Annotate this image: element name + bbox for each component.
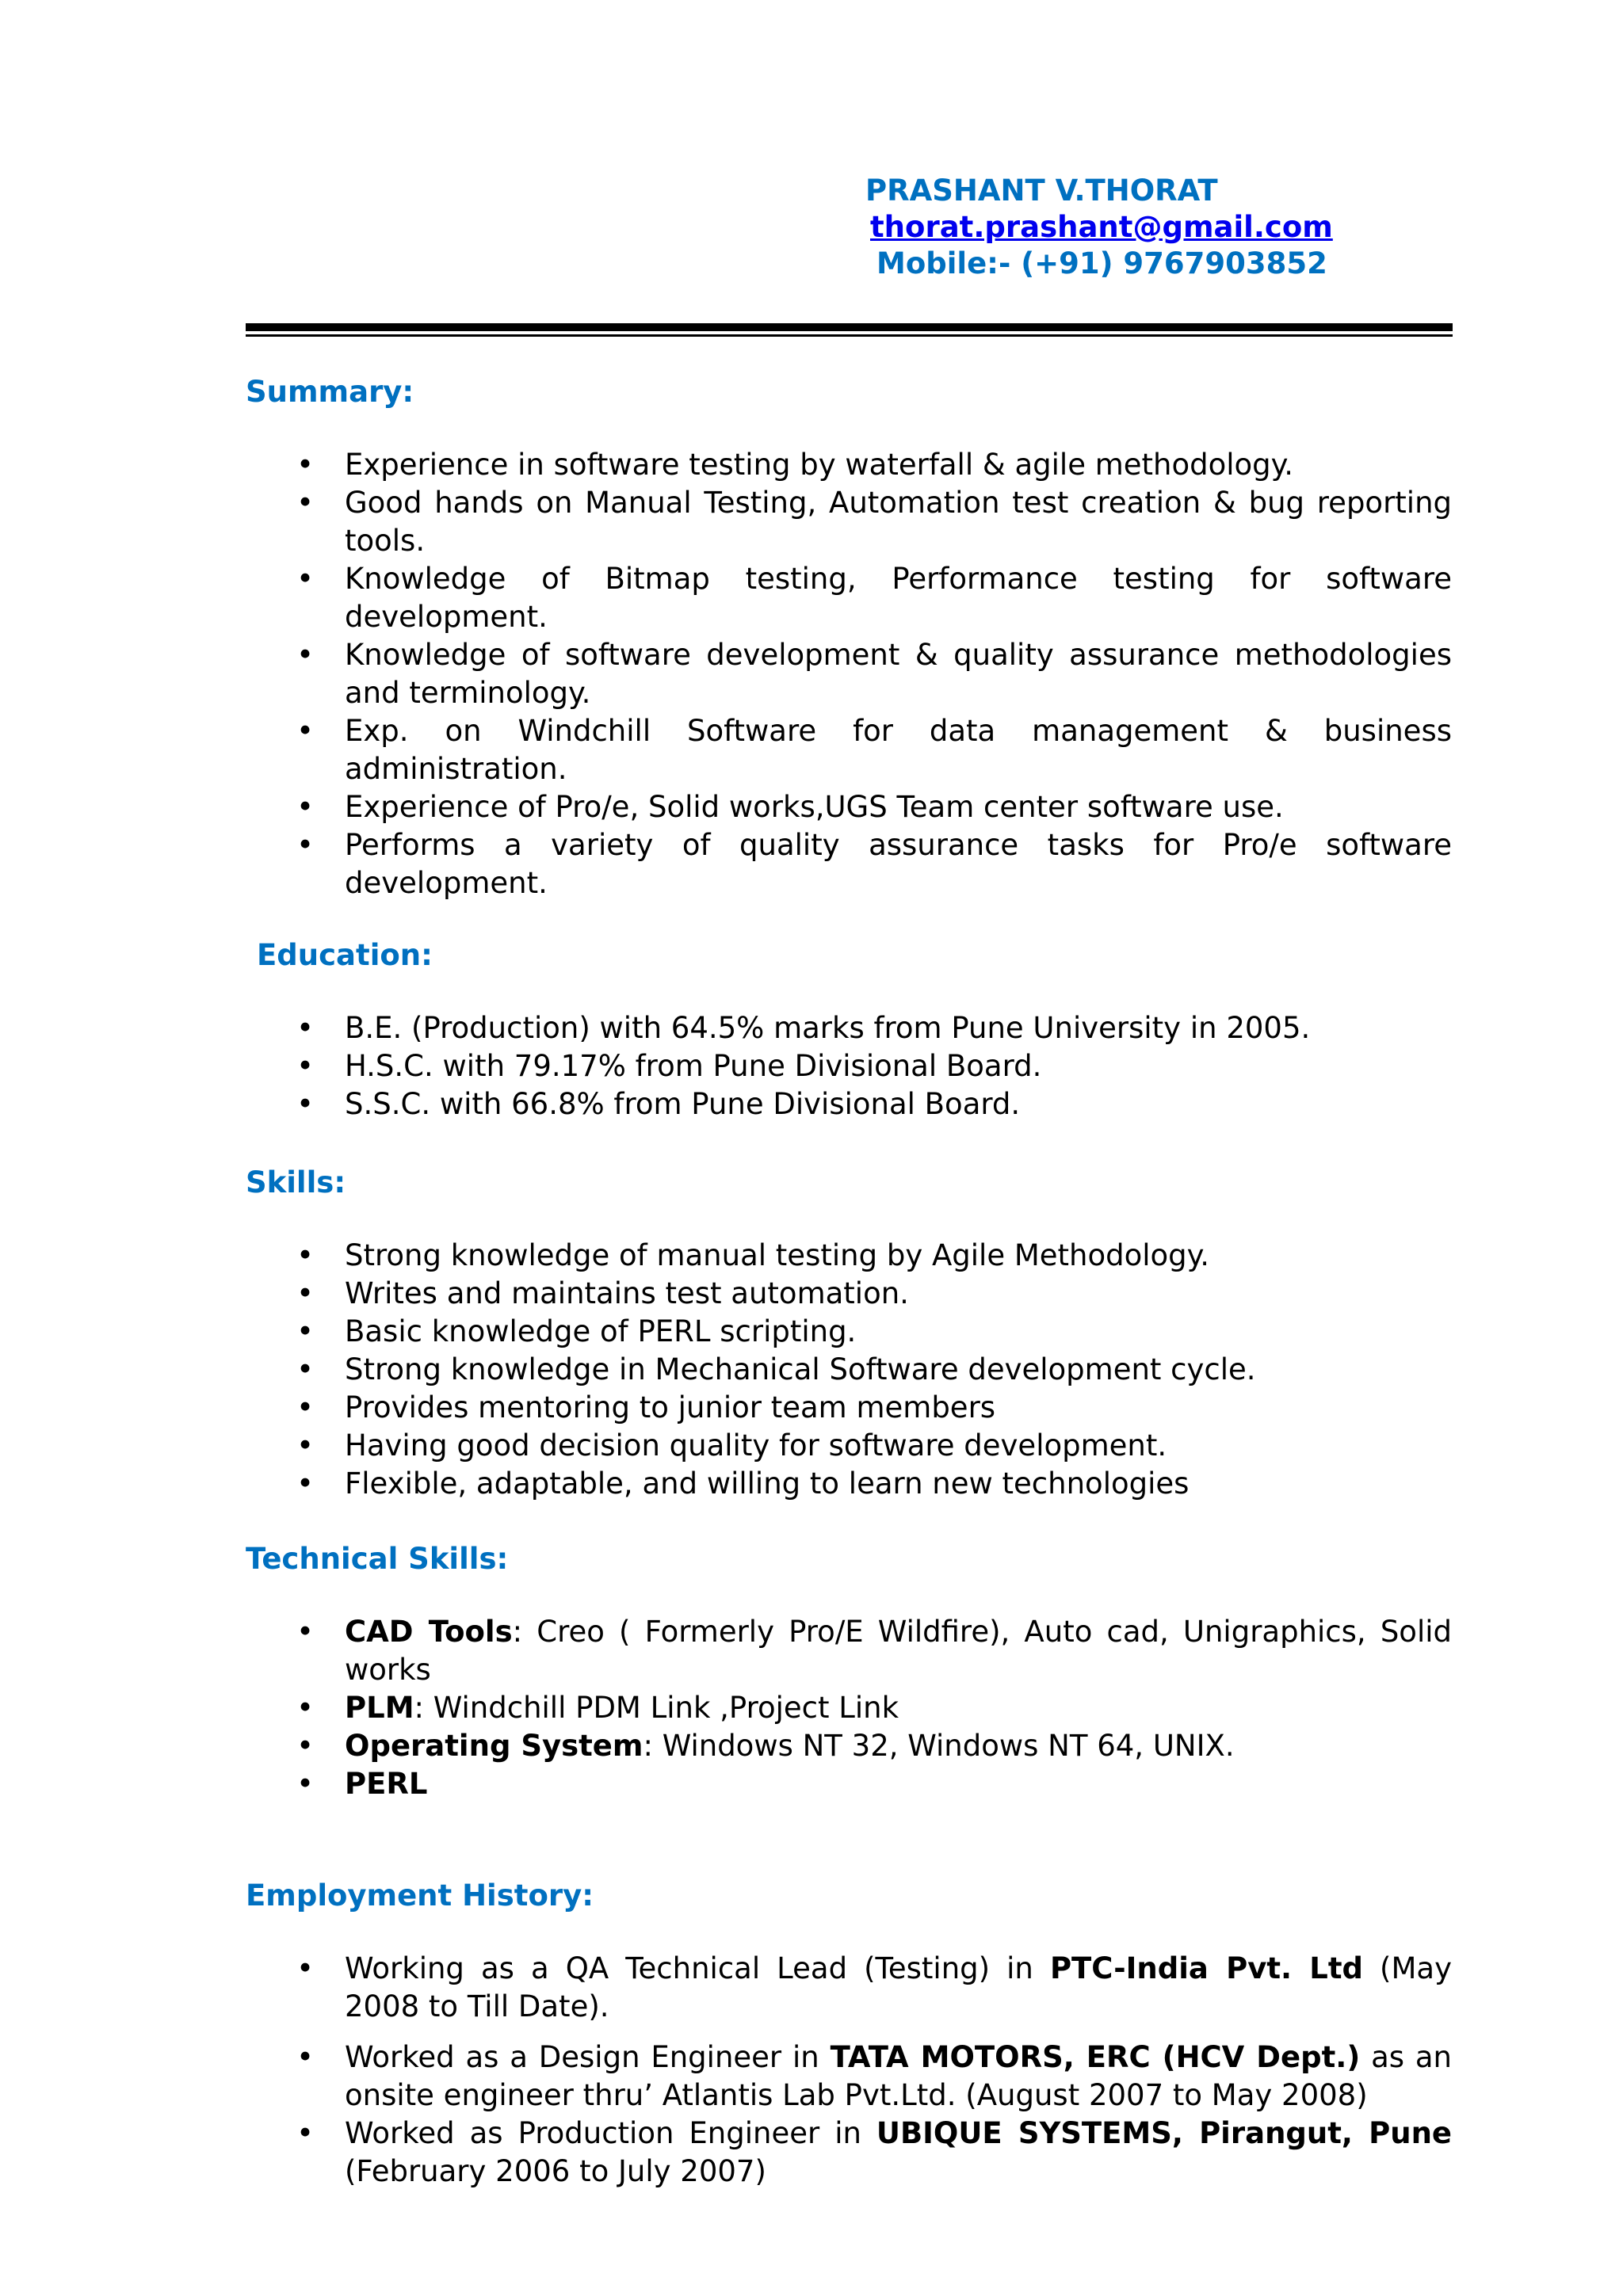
education-item-text: B.E. (Production) with 64.5% marks from Pune University in 2005. xyxy=(345,1011,1311,1045)
list-item xyxy=(296,1313,1452,1351)
bullet-icon: • xyxy=(296,562,314,596)
list-item xyxy=(296,1727,1452,1765)
bullet-icon: • xyxy=(296,1390,314,1425)
education-item-text: S.S.C. with 66.8% from Pune Divisional Board. xyxy=(345,1087,1021,1121)
header-divider-thin xyxy=(246,334,1453,337)
bullet-icon: • xyxy=(296,1729,314,1763)
summary-heading: Summary: xyxy=(246,375,414,409)
list-item xyxy=(296,1047,1452,1085)
summary-item-text: Knowledge of software development & quality assurance methodologies and terminology. xyxy=(345,638,1452,710)
list-item xyxy=(296,826,1452,902)
tech-skill-label: Operating System xyxy=(345,1729,643,1763)
skills-item-text: Writes and maintains test automation. xyxy=(345,1276,909,1310)
bullet-icon: • xyxy=(296,1615,314,1649)
list-item xyxy=(296,1613,1452,1689)
header-divider-thick xyxy=(246,323,1453,331)
tech-skill-separator: : xyxy=(512,1615,537,1649)
summary-item-text: Experience of Pro/e, Solid works,UGS Team center software use. xyxy=(345,790,1284,824)
education-item-text: H.S.C. with 79.17% from Pune Divisional Board. xyxy=(345,1049,1042,1083)
employment-period: (May 2008 to Till Date). xyxy=(345,1951,1452,2023)
list-item xyxy=(296,2039,1452,2115)
employment-role: Worked as Production Engineer in xyxy=(345,2116,876,2150)
tech-skill-text: Windchill PDM Link ,Project Link xyxy=(433,1691,899,1725)
employment-company: UBIQUE SYSTEMS, Pirangut, Pune xyxy=(876,2116,1452,2150)
bullet-icon: • xyxy=(296,1314,314,1348)
tech-skill-text: Creo ( Formerly Pro/E Wildfire), Auto cad, Unigraphics, Solid works xyxy=(345,1615,1452,1687)
bullet-icon: • xyxy=(296,448,314,482)
bullet-icon: • xyxy=(296,2116,314,2150)
bullet-icon: • xyxy=(296,1276,314,1310)
list-item xyxy=(296,2115,1452,2191)
bullet-icon: • xyxy=(296,486,314,520)
summary-item-text: Performs a variety of quality assurance tasks for Pro/e software development. xyxy=(345,828,1452,900)
tech-skill-label: PERL xyxy=(345,1767,428,1801)
contact-header xyxy=(865,173,1333,282)
skills-item-text: Having good decision quality for software development. xyxy=(345,1428,1167,1463)
education-list xyxy=(0,1009,1623,1123)
employment-list xyxy=(0,1950,1623,2191)
summary-list xyxy=(0,446,1623,902)
technical-skills-list xyxy=(0,1613,1623,1803)
list-item xyxy=(296,636,1452,712)
candidate-name: PRASHANT V.THORAT xyxy=(865,174,1218,208)
skills-list xyxy=(0,1237,1623,1503)
bullet-icon: • xyxy=(296,1238,314,1272)
list-item xyxy=(296,1085,1452,1123)
bullet-icon: • xyxy=(296,1466,314,1501)
skills-item-text: Strong knowledge in Mechanical Software development cycle. xyxy=(345,1352,1256,1386)
employment-period: as an onsite engineer thru’ Atlantis Lab Pvt.Ltd. (August 2007 to May 2008) xyxy=(345,2040,1452,2112)
technical-skills-heading: Technical Skills: xyxy=(246,1542,509,1576)
list-item xyxy=(296,1465,1452,1503)
list-item xyxy=(296,1765,1452,1803)
tech-skill-label: CAD Tools xyxy=(345,1615,513,1649)
bullet-icon: • xyxy=(296,1428,314,1463)
list-item xyxy=(296,1689,1452,1727)
bullet-icon: • xyxy=(296,1087,314,1121)
bullet-icon: • xyxy=(296,1352,314,1386)
skills-item-text: Basic knowledge of PERL scripting. xyxy=(345,1314,857,1348)
summary-item-text: Experience in software testing by waterfall & agile methodology. xyxy=(345,448,1294,482)
list-item xyxy=(296,1950,1452,2026)
bullet-icon: • xyxy=(296,1951,314,1985)
list-item xyxy=(296,484,1452,560)
employment-company: TATA MOTORS, ERC (HCV Dept.) xyxy=(830,2040,1361,2074)
mobile-number: Mobile:- (+91) 9767903852 xyxy=(876,246,1327,280)
bullet-icon: • xyxy=(296,638,314,672)
employment-company: PTC-India Pvt. Ltd xyxy=(1049,1951,1363,1985)
list-item xyxy=(296,1427,1452,1465)
list-item xyxy=(296,560,1452,636)
bullet-icon: • xyxy=(296,1767,314,1801)
tech-skill-separator: : xyxy=(414,1691,433,1725)
list-item xyxy=(296,788,1452,826)
list-item xyxy=(296,1389,1452,1427)
employment-period: (February 2006 to July 2007) xyxy=(345,2154,766,2188)
list-item xyxy=(296,1275,1452,1313)
bullet-icon: • xyxy=(296,1691,314,1725)
employment-role: Working as a QA Technical Lead (Testing) in xyxy=(345,1951,1050,1985)
summary-item-text: Knowledge of Bitmap testing, Performance testing for software development. xyxy=(345,562,1452,634)
tech-skill-text: Windows NT 32, Windows NT 64, UNIX. xyxy=(662,1729,1235,1763)
summary-item-text: Exp. on Windchill Software for data management & business administration. xyxy=(345,714,1452,786)
bullet-icon: • xyxy=(296,2040,314,2074)
employment-heading: Employment History: xyxy=(246,1878,594,1913)
tech-skill-separator: : xyxy=(643,1729,663,1763)
bullet-icon: • xyxy=(296,1049,314,1083)
list-item xyxy=(296,1009,1452,1047)
skills-heading: Skills: xyxy=(246,1165,346,1199)
skills-item-text: Provides mentoring to junior team members xyxy=(345,1390,996,1425)
bullet-icon: • xyxy=(296,714,314,748)
summary-item-text: Good hands on Manual Testing, Automation test creation & bug reporting tools. xyxy=(345,486,1452,558)
list-item xyxy=(296,1237,1452,1275)
list-item xyxy=(296,1351,1452,1389)
bullet-icon: • xyxy=(296,1011,314,1045)
list-item xyxy=(296,712,1452,788)
skills-item-text: Strong knowledge of manual testing by Agile Methodology. xyxy=(345,1238,1210,1272)
list-item xyxy=(296,446,1452,484)
education-heading: Education: xyxy=(257,938,433,972)
tech-skill-label: PLM xyxy=(345,1691,414,1725)
email-link[interactable]: thorat.prashant@gmail.com xyxy=(870,210,1333,244)
employment-role: Worked as a Design Engineer in xyxy=(345,2040,831,2074)
skills-item-text: Flexible, adaptable, and willing to learn new technologies xyxy=(345,1466,1190,1501)
bullet-icon: • xyxy=(296,828,314,862)
bullet-icon: • xyxy=(296,790,314,824)
